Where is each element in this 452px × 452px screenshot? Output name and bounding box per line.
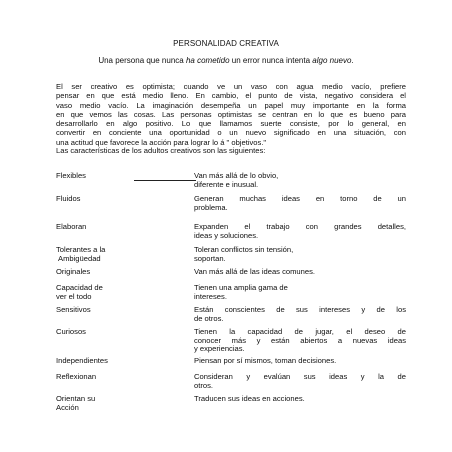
paragraph-line: desarrollarlo en algo positivo. Lo que llamamos suerte consiste, por lo general, en <box>56 119 406 129</box>
trait-desc-line: otros. <box>194 380 213 390</box>
trait-term-line: Reflexionan <box>56 372 97 381</box>
trait-description <box>194 357 406 366</box>
intro-paragraph <box>56 82 406 147</box>
trait-description <box>194 395 406 404</box>
trait-term-line: Sensitivos <box>56 305 91 314</box>
trait-term <box>56 172 136 181</box>
trait-desc-line: Consideran y evalúan sus ideas y la de <box>194 372 406 381</box>
trait-desc-line: Van más allá de lo obvio, <box>194 171 279 180</box>
trait-desc-line: Expanden el trabajo con grandes detalles, <box>194 222 406 231</box>
trait-description <box>194 373 406 390</box>
trait-term <box>56 284 136 301</box>
quote-emphasis-2: algo nuevo <box>312 56 352 65</box>
trait-desc-line: problema. <box>194 202 228 212</box>
trait-description <box>194 246 406 263</box>
trait-term <box>56 395 136 412</box>
paragraph-line: vaso medio vacío. La imaginación desempeña un papel muy importante en la forma <box>56 100 406 110</box>
trait-term-line: Orientan su <box>56 394 96 403</box>
quote-text-1: Una persona que nunca <box>98 56 186 65</box>
trait-description <box>194 195 406 212</box>
trait-term <box>56 246 136 263</box>
trait-desc-line: soportan. <box>194 253 226 263</box>
trait-term-line: ver el todo <box>56 291 92 301</box>
trait-term <box>56 357 136 366</box>
paragraph-line: El ser creativo es optimista; cuando ve un vaso con agua medio vacío, prefiere <box>56 82 406 91</box>
paragraph-line: convertir en conciente una oportunidad o un nuevo significado en una situación, con <box>56 128 406 138</box>
trait-term <box>56 373 136 382</box>
quote-emphasis-1: ha cometido <box>185 56 230 65</box>
quote-text-2: un error nunca intenta <box>229 56 313 65</box>
trait-term <box>56 223 136 232</box>
trait-desc-line: de otros. <box>194 313 224 323</box>
trait-term <box>56 328 136 337</box>
trait-desc-line: conocer más y están abiertos a nuevas ideas <box>194 335 406 345</box>
trait-desc-line: Están conscientes de sus intereses y de los <box>194 305 406 314</box>
trait-description <box>194 223 406 240</box>
trait-description <box>194 268 406 277</box>
trait-description <box>194 306 406 323</box>
paragraph-line: una actitud que favorece la acción para lograr lo á " objetivos." <box>56 137 267 147</box>
trait-term-line: Tolerantes a la <box>56 245 106 254</box>
trait-desc-line: Tienen la capacidad de jugar, el deseo de <box>194 327 406 336</box>
trait-description <box>194 172 406 189</box>
trait-term <box>56 195 136 204</box>
trait-term-line: Flexibles <box>56 171 86 180</box>
traits-intro: Las características de los adultos creativos son las siguientes: <box>56 146 266 155</box>
epigraph-quote <box>0 56 452 65</box>
trait-term-line: Fluidos <box>56 194 81 203</box>
trait-term <box>56 306 136 315</box>
trait-term-line: Elaboran <box>56 222 87 231</box>
trait-desc-line: Piensan por sí mismos, toman decisiones. <box>194 356 337 365</box>
trait-term <box>56 268 136 277</box>
trait-term-line: Acción <box>56 402 79 412</box>
quote-text-3: . <box>351 56 354 65</box>
trait-description <box>194 328 406 354</box>
trait-term-line: Independientes <box>56 356 108 365</box>
underline-rule <box>134 180 196 181</box>
trait-desc-line: Tienen una amplia gama de <box>194 283 288 292</box>
trait-term-line: Capacidad de <box>56 283 103 292</box>
trait-term-line: Curiosos <box>56 327 86 336</box>
trait-desc-line: Traducen sus ideas en acciones. <box>194 394 305 403</box>
trait-desc-line: ideas y soluciones. <box>194 230 259 240</box>
trait-desc-line: Toleran conflictos sin tensión, <box>194 245 294 254</box>
paragraph-line: en que vemos las cosas. Las personas optimistas se centran en lo que es bueno para <box>56 109 406 119</box>
trait-description <box>194 284 406 301</box>
trait-desc-line: intereses. <box>194 291 227 301</box>
trait-term-line: Ambigüedad <box>58 253 101 263</box>
trait-desc-line: Generan muchas ideas en torno de un <box>194 194 406 203</box>
document-title: PERSONALIDAD CREATIVA <box>173 39 279 48</box>
trait-desc-line: Van más allá de las ideas comunes. <box>194 267 316 276</box>
trait-desc-line: diferente e inusual. <box>194 179 259 189</box>
trait-desc-line: y experiencias. <box>194 344 245 354</box>
trait-term-line: Originales <box>56 267 91 276</box>
paragraph-line: pensar en que está medio lleno. En cambio, el punto de vista, negativo considera el <box>56 91 406 101</box>
